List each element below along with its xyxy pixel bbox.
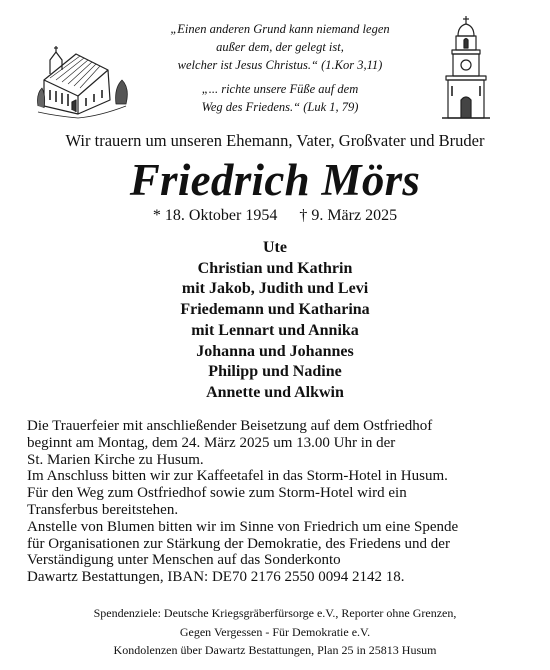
bible-quote-1 <box>130 20 430 74</box>
quote-line: „Einen anderen Grund kann niemand legen <box>170 22 390 36</box>
info-line: St. Marien Kirche zu Husum. <box>27 451 204 468</box>
family-line: mit Jakob, Judith und Levi <box>181 280 369 298</box>
death-date: † 9. März 2025 <box>299 207 398 224</box>
info-line: Dawartz Bestattungen, IBAN: DE70 2176 2550 0094 2142 18. <box>27 569 405 586</box>
info-line: Für den Weg zum Ostfriedhof sowie zum Storm-Hotel wird ein <box>27 485 407 502</box>
bible-quote-2 <box>130 80 430 116</box>
family-line: Johanna und Johannes <box>196 342 354 360</box>
quote-line: welcher ist Jesus Christus.“ (1.Kor 3,11) <box>177 58 383 72</box>
deceased-name: Friedrich Mörs <box>129 155 421 205</box>
quote-line: außer dem, der gelegt ist, <box>216 40 344 54</box>
info-line: Im Anschluss bitten wir zur Kaffeetafel in das Storm-Hotel in Husum. <box>27 468 448 485</box>
footer-line: Gegen Vergessen - Für Demokratie e.V. <box>179 624 371 639</box>
birth-date: * 18. Oktober 1954 <box>152 207 278 224</box>
family-line: Friedemann und Katharina <box>180 301 370 319</box>
family-members <box>0 238 550 404</box>
footer-line: Spendenziele: Deutsche Kriegsgräberfürsorge e.V., Reporter ohne Grenzen, <box>93 606 457 620</box>
donation-footer <box>0 604 550 660</box>
life-dates <box>0 207 550 225</box>
mourning-intro: Wir trauern um unseren Ehemann, Vater, Großvater und Bruder <box>65 131 485 150</box>
family-line: Annette und Alkwin <box>206 383 344 401</box>
church-tower-icon <box>440 14 492 122</box>
info-line: Verständigung unter Menschen auf das Sonderkonto <box>27 552 341 569</box>
funeral-information <box>27 418 532 586</box>
family-line: mit Lennart und Annika <box>191 321 359 339</box>
family-line: Ute <box>263 239 287 256</box>
family-line: Christian und Kathrin <box>197 259 353 277</box>
info-line: beginnt am Montag, dem 24. März 2025 um 13.00 Uhr in der <box>27 434 396 451</box>
info-line: Transferbus bereitstehen. <box>27 501 179 518</box>
quote-line: „... richte unsere Füße auf dem <box>201 82 359 96</box>
info-line: Die Trauerfeier mit anschließender Beisetzung auf dem Ostfriedhof <box>27 418 433 434</box>
family-line: Philipp und Nadine <box>208 363 342 381</box>
quote-line: Weg des Friedens.“ (Luk 1, 79) <box>201 100 359 114</box>
footer-line: Kondolenzen über Dawartz Bestattungen, Plan 25 in 25813 Husum <box>113 643 437 657</box>
info-line: Anstelle von Blumen bitten wir im Sinne von Friedrich um eine Spende <box>27 518 459 535</box>
church-sketch-icon <box>36 40 132 120</box>
info-line: für Organisationen zur Stärkung der Demokratie, des Friedens und der <box>27 535 450 552</box>
